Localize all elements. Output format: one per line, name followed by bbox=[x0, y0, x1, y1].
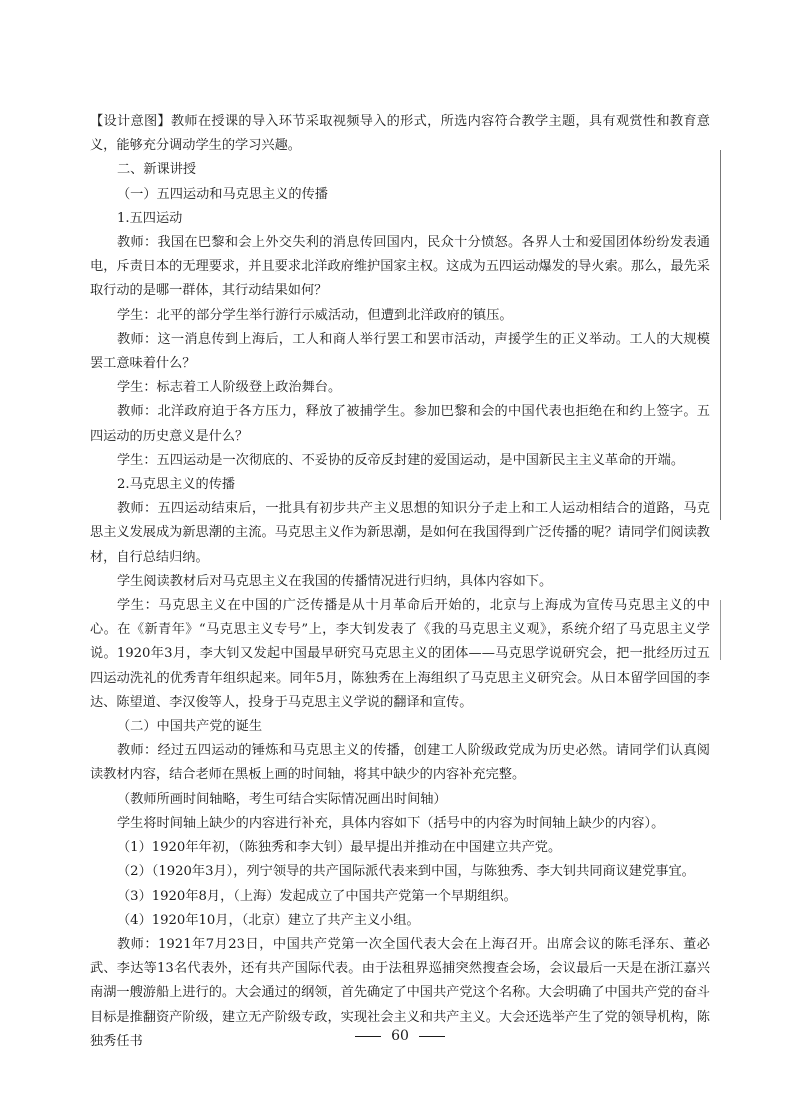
margin-rule bbox=[720, 150, 721, 520]
paragraph: 教师：经过五四运动的锤炼和马克思主义的传播，创建工人阶级政党成为历史必然。请同学们认真阅读教材内容，结合老师在黑板上画的时间轴，将其中缺少的内容补充完整。 bbox=[90, 743, 710, 783]
paragraph: 学生：五四运动是一次彻底的、不妥协的反帝反封建的爱国运动，是中国新民主主义革命的开端。 bbox=[117, 452, 685, 468]
paragraph: （一）五四运动和马克思主义的传播 bbox=[117, 186, 328, 202]
paragraph: 教师：这一消息传到上海后，工人和商人举行罢工和罢市活动，声援学生的正义举动。工人的大规模罢工意味着什么？ bbox=[90, 331, 710, 372]
paragraph: 学生阅读教材后对马克思主义在我国的传播情况进行归纳，具体内容如下。 bbox=[117, 573, 553, 589]
paragraph: （3）1920年8月，（上海）发起成立了中国共产党第一个早期组织。 bbox=[117, 888, 517, 904]
paragraph: （4）1920年10月，（北京）建立了共产主义小组。 bbox=[117, 912, 420, 928]
page-number: 60 bbox=[391, 1028, 409, 1044]
paragraph: 二、新课讲授 bbox=[117, 162, 197, 178]
paragraph: 1.五四运动 bbox=[117, 210, 183, 226]
paragraph: 教师：五四运动结束后，一批具有初步共产主义思想的知识分子走上和工人运动相结合的道路，马克思主义发展成为新思潮的主流。马克思主义作为新思潮，是如何在我国得到广泛传播的呢？请同学们阅读教材，自行总结归纳。 bbox=[90, 501, 710, 565]
page-body bbox=[90, 110, 710, 1054]
paragraph: 教师：我国在巴黎和会上外交失利的消息传回国内，民众十分愤怒。各界人士和爱国团体纷纷发表通电，斥责日本的无理要求，并且要求北洋政府维护国家主权。这成为五四运动爆发的导火索。那么，最先采取行动的是哪一群体，其行动结果如何？ bbox=[90, 235, 710, 299]
footer-dash-right bbox=[419, 1036, 445, 1037]
paragraph: （1）1920年年初，（陈独秀和李大钊）最早提出并推动在中国建立共产党。 bbox=[117, 840, 562, 856]
paragraph: 学生：马克思主义在中国的广泛传播是从十月革命后开始的，北京与上海成为宣传马克思主义的中心。在《新青年》“马克思主义专号”上，李大钊发表了《我的马克思主义观》，系统介绍了马克思主义学说。1920年3月，李大钊又发起中国最早研究马克思主义的团体——马克思学说研究会，把一批经历过五四运动洗礼的优秀青年组织起来。同年5月，陈独秀在上海组织了马克思主义研究会。从日本留学回国的李达、陈望道、李汉俊等人，投身于马克思主义学说的翻译和宣传。 bbox=[90, 598, 710, 710]
paragraph: 学生：标志着工人阶级登上政治舞台。 bbox=[117, 380, 342, 396]
paragraph: 教师：1921年7月23日，中国共产党第一次全国代表大会在上海召开。出席会议的陈毛泽东、董必武、李达等13名代表外，还有共产国际代表。由于法租界巡捕突然搜查会场，会议最后一天是在浙江嘉兴南湖一艘游船上进行的。大会通过的纲领，首先确定了中国共产党这个名称。大会明确了中国共产党的奋斗目标是推翻资产阶级，建立无产阶级专政，实现社会主义和共产主义。大会还选举产生了党的领导机构，陈独秀任书 bbox=[90, 936, 710, 1049]
page-footer bbox=[0, 1028, 800, 1044]
paragraph: 2.马克思主义的传播 bbox=[117, 477, 236, 493]
paragraph: 教师：北洋政府迫于各方压力，释放了被捕学生。参加巴黎和会的中国代表也拒绝在和约上签字。五四运动的历史意义是什么？ bbox=[90, 404, 710, 444]
paragraph: （二）中国共产党的诞生 bbox=[117, 719, 263, 735]
paragraph: 学生：北平的部分学生举行游行示威活动，但遭到北洋政府的镇压。 bbox=[117, 307, 513, 323]
paragraph: 学生将时间轴上缺少的内容进行补充，具体内容如下（括号中的内容为时间轴上缺少的内容）。 bbox=[117, 815, 665, 831]
footer-dash-left bbox=[355, 1036, 381, 1037]
margin-rule bbox=[720, 600, 721, 660]
paragraph: （教师所画时间轴略，考生可结合实际情况画出时间轴） bbox=[117, 791, 447, 807]
paragraph: （2）（1920年3月），列宁领导的共产国际派代表来到中国，与陈独秀、李大钊共同商议建党事宜。 bbox=[117, 864, 695, 880]
paragraph: 【设计意图】教师在授课的导入环节采取视频导入的形式，所选内容符合教学主题，具有观赏性和教育意义，能够充分调动学生的学习兴趣。 bbox=[90, 114, 710, 154]
